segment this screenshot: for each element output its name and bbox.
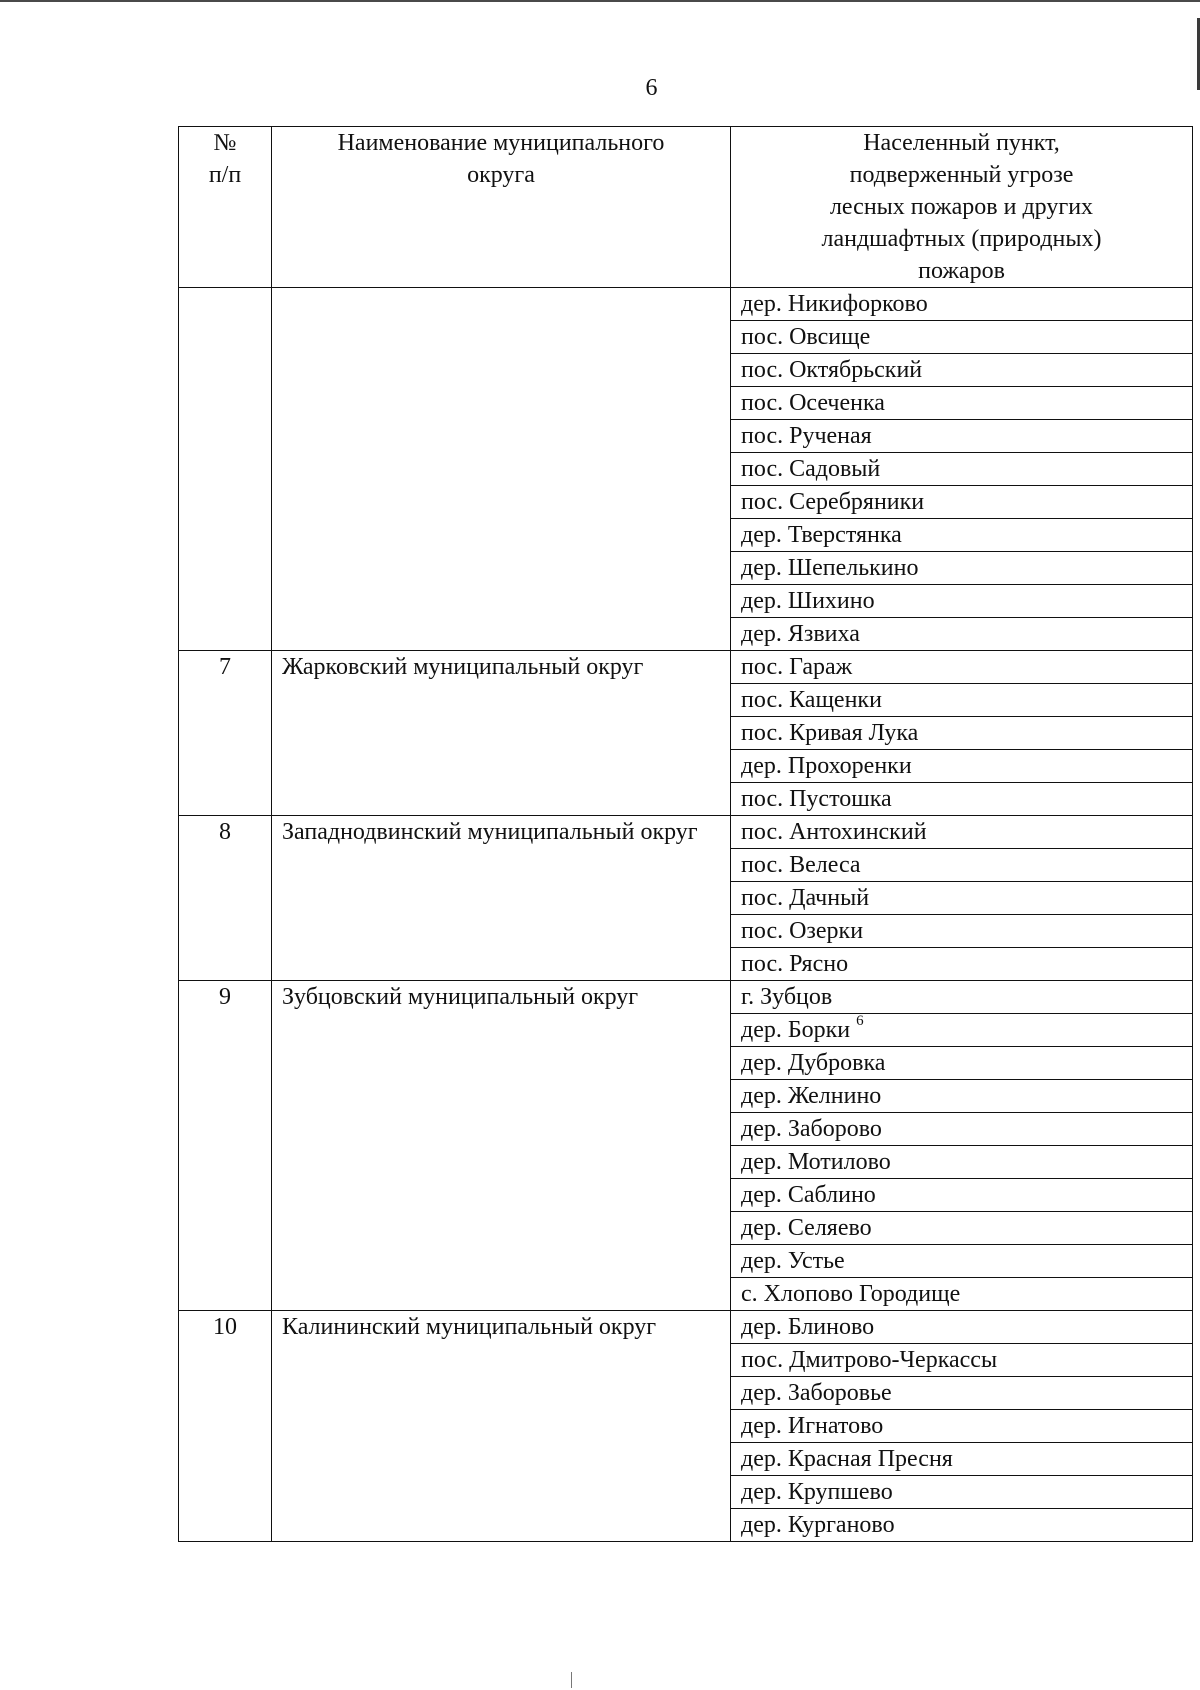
- settlement-cell: [731, 1179, 1193, 1212]
- settlement-cell: [731, 1080, 1193, 1113]
- settlement-cell: [731, 387, 1193, 420]
- settlement-cell: [731, 1047, 1193, 1080]
- settlement-name: дер. Дубровка: [741, 1050, 886, 1076]
- header-row: [179, 127, 1193, 288]
- settlement-cell: [731, 453, 1193, 486]
- settlement-cell: [731, 1311, 1193, 1344]
- header-number-line: №: [213, 130, 237, 156]
- settlement-cell: [731, 1245, 1193, 1278]
- settlements-table: [178, 126, 1193, 1542]
- settlement-cell: [731, 1344, 1193, 1377]
- settlement-name: дер. Красная Пресня: [741, 1446, 953, 1472]
- settlement-name: пос. Осеченка: [741, 390, 885, 416]
- settlement-cell: [731, 1509, 1193, 1542]
- settlement-name: дер. Шепелькино: [741, 555, 919, 581]
- settlement-name: пос. Пустошка: [741, 786, 892, 812]
- settlement-cell: [731, 354, 1193, 387]
- page-number: 6: [645, 75, 658, 101]
- settlement-name: дер. Игнатово: [741, 1413, 884, 1439]
- header-number: [179, 127, 272, 288]
- header-district-line: Наименование муниципального: [337, 130, 665, 156]
- settlement-cell: [731, 1278, 1193, 1311]
- table-body: [179, 288, 1193, 1542]
- row-number: [179, 288, 272, 651]
- table-row: [179, 981, 1193, 1014]
- settlement-cell: [731, 684, 1193, 717]
- settlement-cell: [731, 1146, 1193, 1179]
- settlement-name: дер. Желнино: [741, 1083, 882, 1109]
- settlement-name: дер. Устье: [741, 1248, 845, 1274]
- row-number: 7: [179, 651, 272, 816]
- settlement-cell: [731, 1014, 1193, 1047]
- settlement-cell: [731, 420, 1193, 453]
- settlement-cell: [731, 849, 1193, 882]
- settlement-name: пос. Садовый: [741, 456, 881, 482]
- scan-top-edge: [0, 0, 1200, 2]
- settlement-name: пос. Овсище: [741, 324, 871, 350]
- settlement-cell: [731, 1410, 1193, 1443]
- settlement-name: дер. Селяево: [741, 1215, 872, 1241]
- settlement-name: пос. Озерки: [741, 918, 864, 944]
- settlement-name: дер. Шихино: [741, 588, 875, 614]
- row-number: 8: [179, 816, 272, 981]
- settlement-name: пос. Рученая: [741, 423, 872, 449]
- district-name: Зубцовский муниципальный округ: [272, 981, 731, 1311]
- settlement-cell: [731, 552, 1193, 585]
- scan-bottom-mark: [571, 1672, 572, 1688]
- settlement-name: пос. Кривая Лука: [741, 720, 919, 746]
- district-name: Калининский муниципальный округ: [272, 1311, 731, 1542]
- header-settlement-line: пожаров: [918, 258, 1005, 284]
- district-name: Жарковский муниципальный округ: [272, 651, 731, 816]
- header-district: [272, 127, 731, 288]
- table-row: [179, 651, 1193, 684]
- settlement-name: пос. Гараж: [741, 654, 853, 680]
- settlement-name: дер. Саблино: [741, 1182, 876, 1208]
- settlement-name: дер. Борки: [741, 1017, 851, 1043]
- table-header: [179, 127, 1193, 288]
- settlement-cell: [731, 1476, 1193, 1509]
- header-number-line: п/п: [208, 162, 242, 188]
- settlement-cell: [731, 288, 1193, 321]
- settlement-name: пос. Кащенки: [741, 687, 882, 713]
- district-name: [272, 288, 731, 651]
- settlement-name: пос. Дмитрово-Черкассы: [741, 1347, 998, 1373]
- header-settlement-line: лесных пожаров и других: [829, 194, 1094, 220]
- table-row: [179, 288, 1193, 321]
- settlement-cell: [731, 1113, 1193, 1146]
- settlement-name: дер. Мотилово: [741, 1149, 891, 1175]
- settlement-cell: [731, 651, 1193, 684]
- settlement-name: дер. Тверстянка: [741, 522, 902, 548]
- header-settlement-line: подверженный угрозе: [849, 162, 1074, 188]
- settlement-cell: [731, 618, 1193, 651]
- settlement-cell: [731, 1443, 1193, 1476]
- settlement-cell: [731, 1377, 1193, 1410]
- settlement-cell: [731, 783, 1193, 816]
- footnote-marker: 6: [856, 1013, 864, 1029]
- settlement-cell: [731, 519, 1193, 552]
- settlement-name: пос. Дачный: [741, 885, 870, 911]
- header-district-line: округа: [467, 162, 535, 188]
- settlement-name: дер. Крупшево: [741, 1479, 893, 1505]
- row-number: 9: [179, 981, 272, 1311]
- settlement-name: дер. Блиново: [741, 1314, 875, 1340]
- settlement-name: с. Хлопово Городище: [741, 1281, 961, 1307]
- settlement-name: дер. Язвиха: [741, 621, 860, 647]
- settlement-name: пос. Серебряники: [741, 489, 925, 515]
- settlement-name: дер. Прохоренки: [741, 753, 912, 779]
- settlement-name: г. Зубцов: [741, 984, 833, 1010]
- header-settlement-line: ландшафтных (природных): [821, 226, 1102, 252]
- header-settlement-line: Населенный пункт,: [863, 130, 1060, 156]
- settlement-cell: [731, 585, 1193, 618]
- settlement-cell: [731, 948, 1193, 981]
- settlement-name: пос. Антохинский: [741, 819, 927, 845]
- settlement-cell: [731, 882, 1193, 915]
- settlement-cell: [731, 717, 1193, 750]
- settlement-cell: [731, 750, 1193, 783]
- district-name: Западнодвинский муниципальный округ: [272, 816, 731, 981]
- settlement-name: пос. Рясно: [741, 951, 849, 977]
- settlement-name: дер. Курганово: [741, 1512, 895, 1538]
- settlement-cell: [731, 486, 1193, 519]
- settlement-cell: [731, 816, 1193, 849]
- settlement-cell: [731, 981, 1193, 1014]
- settlement-name: пос. Велеса: [741, 852, 861, 878]
- table-row: [179, 816, 1193, 849]
- row-number: 10: [179, 1311, 272, 1542]
- settlement-cell: [731, 321, 1193, 354]
- table-row: [179, 1311, 1193, 1344]
- settlement-name: пос. Октябрьский: [741, 357, 923, 383]
- settlement-name: дер. Заборовье: [741, 1380, 892, 1406]
- settlement-cell: [731, 1212, 1193, 1245]
- settlement-name: дер. Никифорково: [741, 291, 928, 317]
- settlement-cell: [731, 915, 1193, 948]
- settlement-name: дер. Заборово: [741, 1116, 882, 1142]
- header-settlement: [731, 127, 1193, 288]
